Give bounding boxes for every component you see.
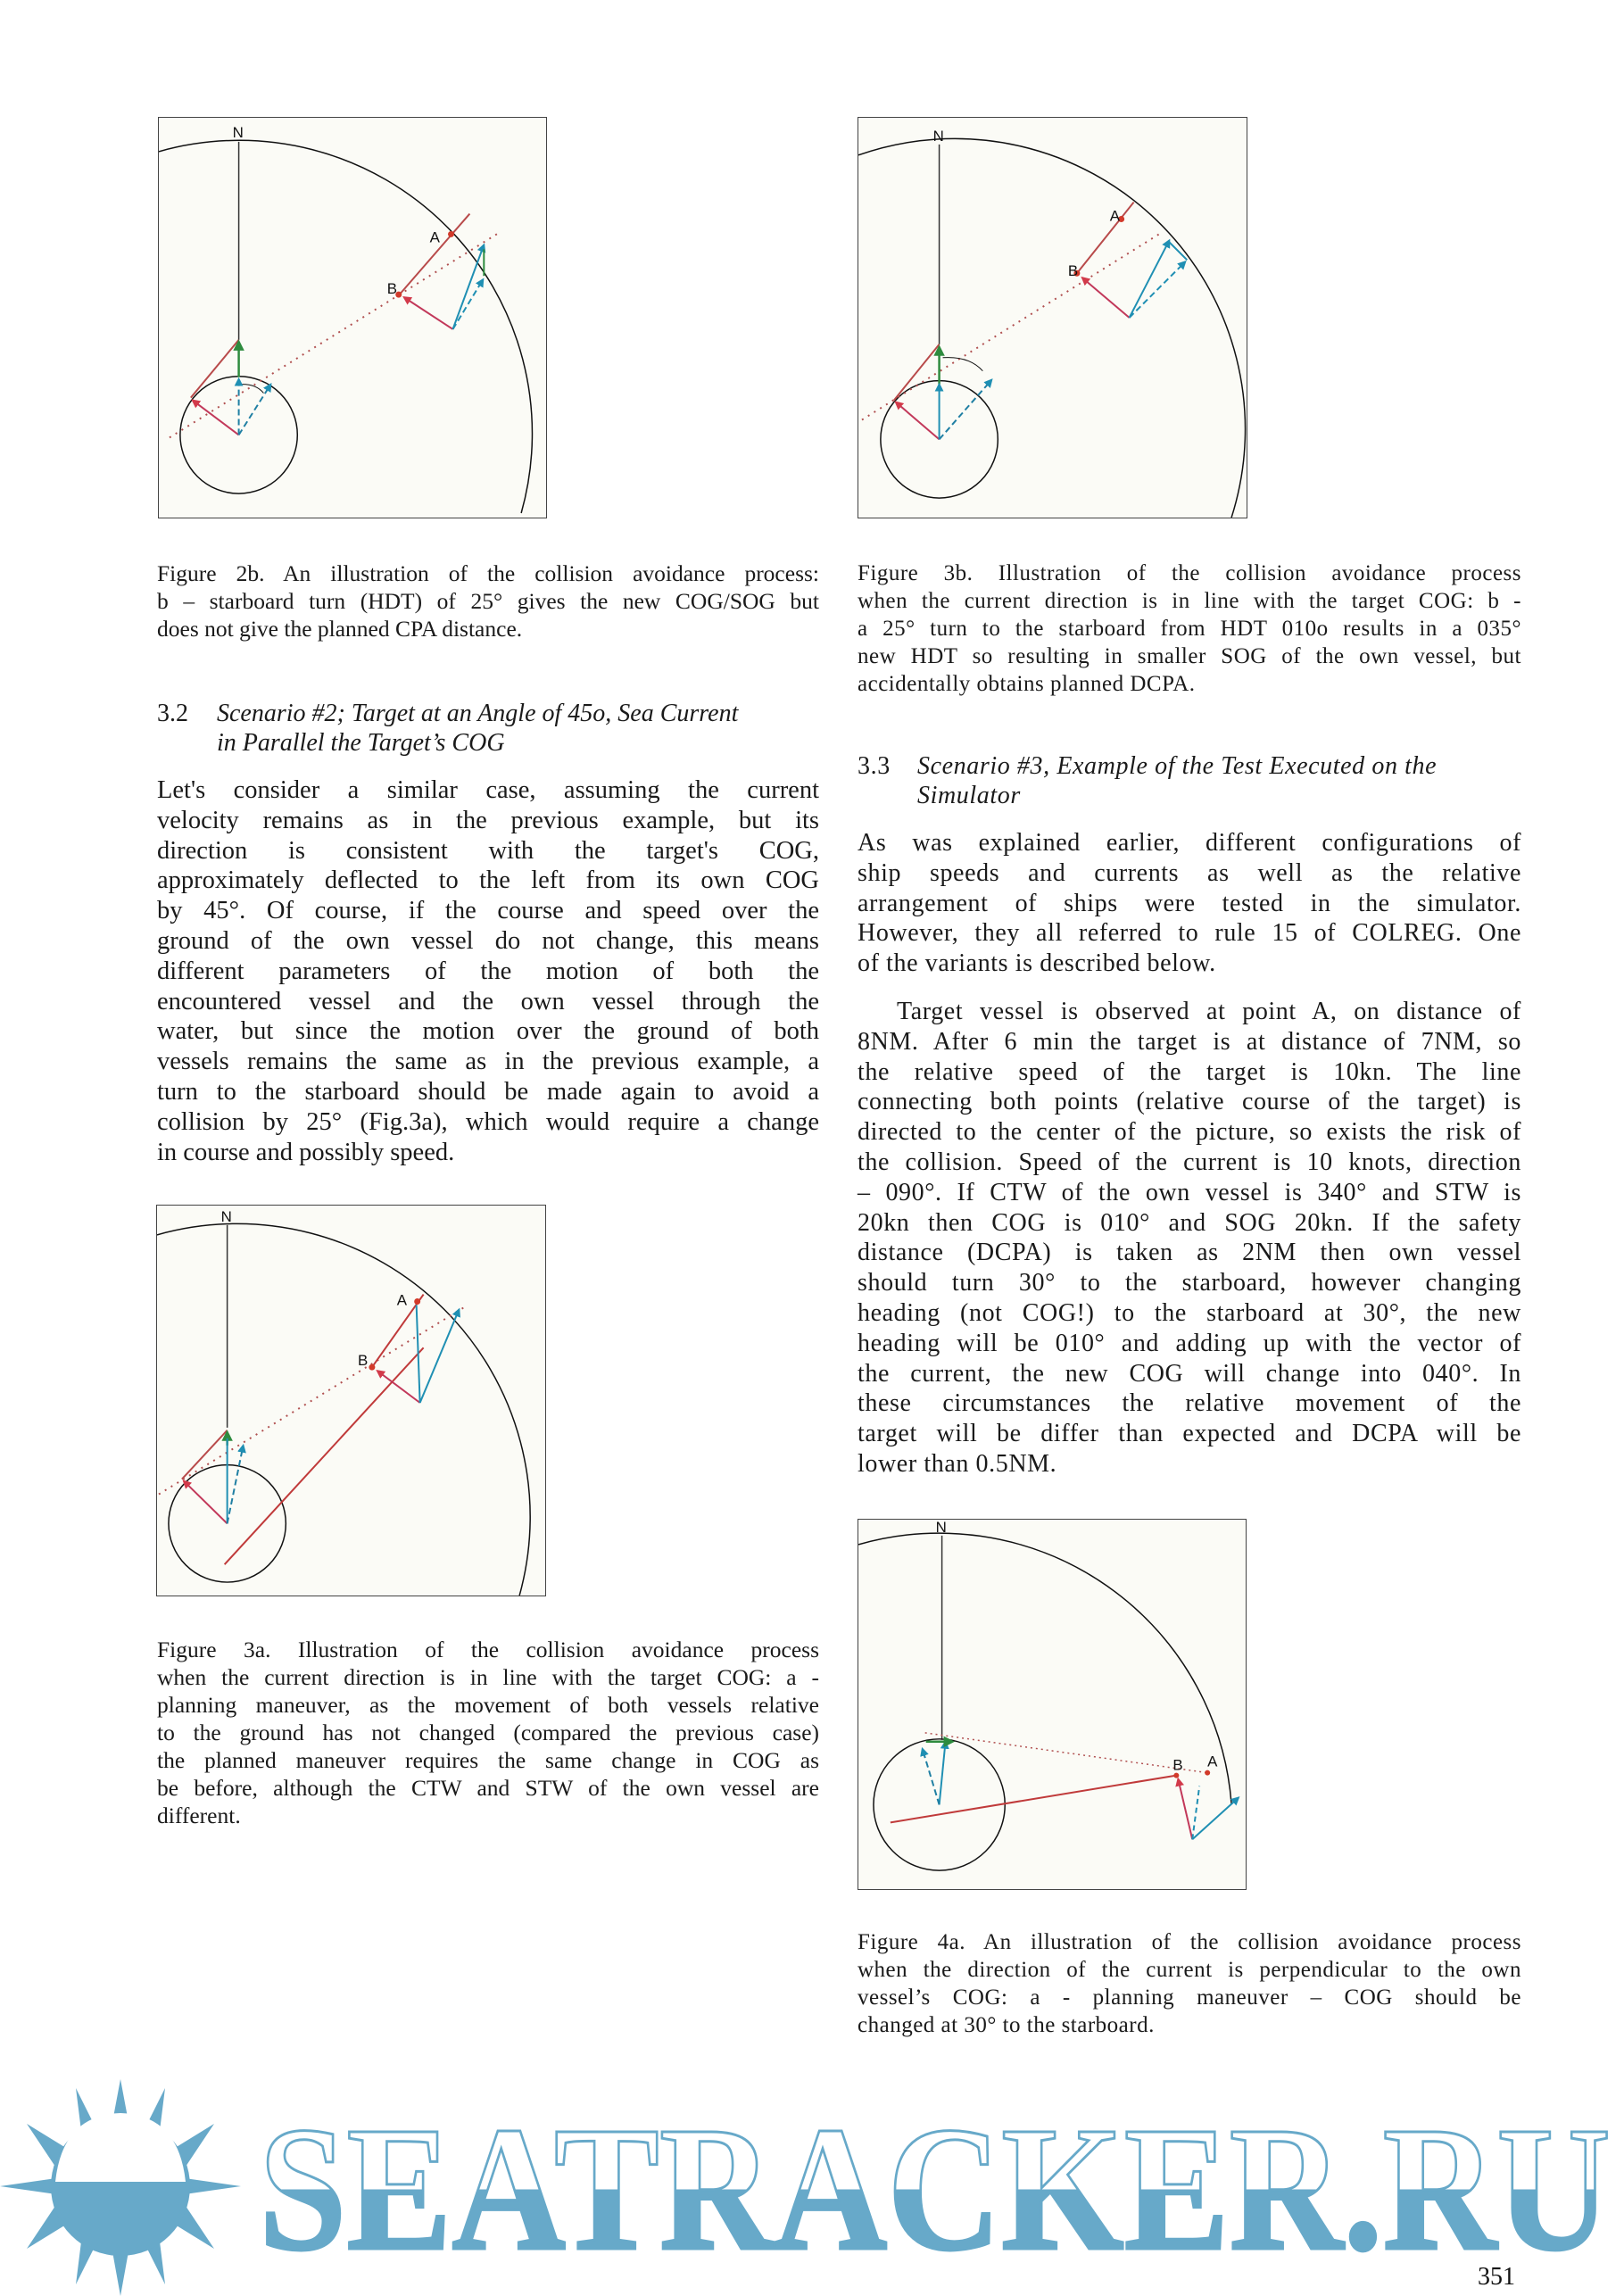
text-line: arrangement of ships were tested in the simulator.	[858, 889, 1521, 917]
section-3-3-heading	[858, 751, 1521, 814]
range-arc	[157, 1223, 530, 1596]
section-3-2-heading	[157, 699, 819, 761]
section-title-line-2: Simulator	[917, 782, 1021, 809]
text-line: planning maneuver, as the movement of both vessels relative	[157, 1692, 819, 1718]
text-line: directed to the center of the picture, so exists the risk of	[858, 1118, 1521, 1147]
text-line: distance (DCPA) is taken as 2NM then own vessel	[858, 1239, 1521, 1267]
north-label: N	[220, 1207, 232, 1225]
own-red-line	[191, 340, 239, 398]
figure-4a-caption	[858, 1928, 1521, 2039]
section-title-line-1: Scenario #3, Example of the Test Executed on the	[917, 752, 1438, 780]
text-line: collision by 25° (Fig.3a), which would require a change	[157, 1107, 819, 1136]
text-line: water, but since the motion over the ground of both	[157, 1017, 819, 1046]
range-arc	[858, 138, 1246, 518]
point-b-label: B	[386, 280, 398, 298]
sun-icon	[0, 2079, 241, 2296]
own-dashed-vector	[923, 1749, 940, 1805]
text-line: to the ground has not changed (compared the previous case)	[157, 1720, 819, 1745]
text-line: connecting both points (relative course of the target) is	[858, 1088, 1521, 1116]
text-line: a 25° turn to the starboard from HDT 010o results in a 035°	[858, 617, 1521, 641]
point-a-label: A	[396, 1291, 408, 1309]
text-line: 8NM. After 6 min the target is at distance of 7NM, so	[858, 1027, 1521, 1056]
north-label: N	[935, 1520, 947, 1536]
scenario-2-paragraph	[157, 775, 819, 1167]
text-line: approximately deflected to the left from its own COG	[157, 866, 819, 895]
turn-arc	[243, 385, 264, 394]
text-line: vessel’s COG: a - planning maneuver – COG should be	[858, 1985, 1521, 2010]
text-line: by 45°. Of course, if the course and speed over the	[157, 897, 819, 925]
figure-3a-caption	[157, 1636, 819, 1829]
text-line: As was explained earlier, different configurations of	[858, 829, 1521, 857]
figure-4a-diagram	[858, 1519, 1247, 1890]
target-track	[399, 214, 470, 296]
page-number: 351	[1478, 2263, 1515, 2291]
figure-2b-caption	[157, 559, 819, 642]
own-vessel-circle	[874, 1739, 1005, 1870]
text-line: direction is consistent with the target's COG,	[157, 836, 819, 865]
point-a-label: A	[1109, 207, 1120, 225]
own-red-line	[894, 344, 940, 401]
section-title-line-1: Scenario #2; Target at an Angle of 45o, Sea Current	[217, 700, 739, 727]
text-line: – 090°. If CTW of the own vessel is 340° and STW is	[858, 1178, 1521, 1206]
text-line: the planned maneuver requires the same change in COG as	[157, 1747, 819, 1773]
text-line: Figure 4a. An illustration of the collision avoidance process	[858, 1930, 1521, 1954]
point-a	[448, 231, 454, 237]
point-b-label: B	[357, 1352, 369, 1370]
text-line: accidentally obtains planned DCPA.	[858, 672, 1196, 696]
section-title-line-2: in Parallel the Target’s COG	[217, 729, 505, 757]
relative-course-line	[862, 233, 1160, 419]
text-line: ship speeds and currents as well as the relative	[858, 858, 1521, 887]
north-label: N	[932, 127, 944, 145]
text-line: b – starboard turn (HDT) of 25° gives the new COG/SOG but	[157, 588, 819, 614]
text-line: Figure 2b. An illustration of the collision avoidance process:	[157, 560, 819, 586]
scenario-3-paragraph-2	[858, 997, 1521, 1480]
own-red-vector	[184, 1481, 228, 1524]
relative-course-line	[925, 1733, 1207, 1773]
text-line: target will be differ than expected and DCPA will be	[858, 1420, 1521, 1448]
text-line: encountered vessel and the own vessel through the	[157, 987, 819, 1015]
text-line: new HDT so resulting in smaller SOG of the own vessel, but	[858, 644, 1521, 668]
turn-arc	[943, 358, 983, 371]
target-blue-vector	[1130, 240, 1170, 318]
text-line: when the direction of the current is perpendicular to the own	[858, 1958, 1521, 1982]
text-line: these circumstances the relative movement of the	[858, 1389, 1521, 1418]
figure-3b-diagram	[858, 117, 1247, 518]
text-line: vessels remains the same as in the previous example, a	[157, 1048, 819, 1076]
watermark-text: SEATRACKER.RU	[259, 2091, 1611, 2288]
point-b	[369, 1364, 375, 1371]
text-line: of the variants is described below.	[858, 949, 1216, 978]
section-number: 3.3	[858, 752, 891, 780]
point-a	[414, 1298, 420, 1305]
target-blue-dashed	[1192, 1786, 1199, 1840]
own-red-vector	[193, 401, 239, 435]
text-line: does not give the planned CPA distance.	[157, 616, 523, 642]
text-line: velocity remains as in the previous example, but its	[157, 806, 819, 834]
new-current-vector-dashed	[228, 1446, 244, 1524]
text-line: different parameters of the motion of both the	[157, 957, 819, 985]
text-line: be before, although the CTW and STW of the own vessel are	[157, 1775, 819, 1801]
target-red-vector	[1082, 278, 1130, 318]
watermark-logo	[0, 2070, 1624, 2296]
figure-3a-diagram	[156, 1205, 546, 1596]
target-track	[1077, 203, 1134, 274]
text-line: Figure 3a. Illustration of the collision avoidance process	[157, 1637, 819, 1662]
text-line: However, they all referred to rule 15 of COLREG. One	[858, 919, 1521, 948]
text-line: different.	[157, 1803, 241, 1828]
text-line: the collision. Speed of the current is 10 knots, direction	[858, 1148, 1521, 1176]
text-line: should turn 30° to the starboard, however changing	[858, 1269, 1521, 1297]
text-line: heading (not COG!) to the starboard at 30°, the new	[858, 1298, 1521, 1327]
north-label: N	[232, 123, 244, 141]
text-line: when the current direction is in line with the target COG: b -	[858, 589, 1521, 613]
text-line: heading will be 010° and adding up with the vector of	[858, 1329, 1521, 1357]
point-a	[1205, 1770, 1210, 1776]
text-line: the relative speed of the target is 10kn. The line	[858, 1057, 1521, 1086]
text-line: when the current direction is in line with the target COG: a -	[157, 1664, 819, 1690]
text-line: Figure 3b. Illustration of the collision avoidance process	[858, 561, 1521, 585]
scenario-3-paragraph-1	[858, 828, 1521, 979]
range-arc	[159, 140, 532, 513]
own-red-vector	[896, 402, 940, 440]
text-line: lower than 0.5NM.	[858, 1449, 1057, 1478]
point-b-label: B	[1067, 262, 1079, 280]
text-line: Target vessel is observed at point A, on distance of	[897, 998, 1521, 1025]
target-blue-dashed	[1130, 261, 1186, 318]
text-line: changed at 30° to the starboard.	[858, 2013, 1155, 2037]
text-line: 20kn then COG is 010° and SOG 20kn. If the safety	[858, 1208, 1521, 1237]
text-line: ground of the own vessel do not change, this means	[157, 926, 819, 955]
long-red-track	[225, 1347, 424, 1564]
section-number: 3.2	[157, 700, 188, 727]
target-blue-vector-2	[420, 1309, 460, 1403]
new-current-vector-dashed	[940, 380, 992, 440]
own-course-vector	[940, 1742, 946, 1805]
figure-3b-caption	[858, 559, 1521, 698]
text-line: in course and possibly speed.	[157, 1138, 455, 1166]
relative-course-line	[170, 233, 498, 437]
figure-2b-diagram	[158, 117, 547, 518]
text-line: turn to the starboard should be made again to avoid a	[157, 1077, 819, 1106]
point-b-label: B	[1172, 1756, 1183, 1774]
point-a-label: A	[429, 228, 440, 246]
point-a-label: A	[1207, 1753, 1218, 1770]
target-blue-vector	[1192, 1797, 1239, 1839]
target-red-vector	[1178, 1779, 1192, 1840]
text-line: the current, the new COG will change into 040°. In	[858, 1359, 1521, 1388]
target-red-vector	[404, 297, 453, 329]
own-red-line	[182, 1430, 228, 1480]
text-line: Let's consider a similar case, assuming the current	[157, 776, 819, 804]
